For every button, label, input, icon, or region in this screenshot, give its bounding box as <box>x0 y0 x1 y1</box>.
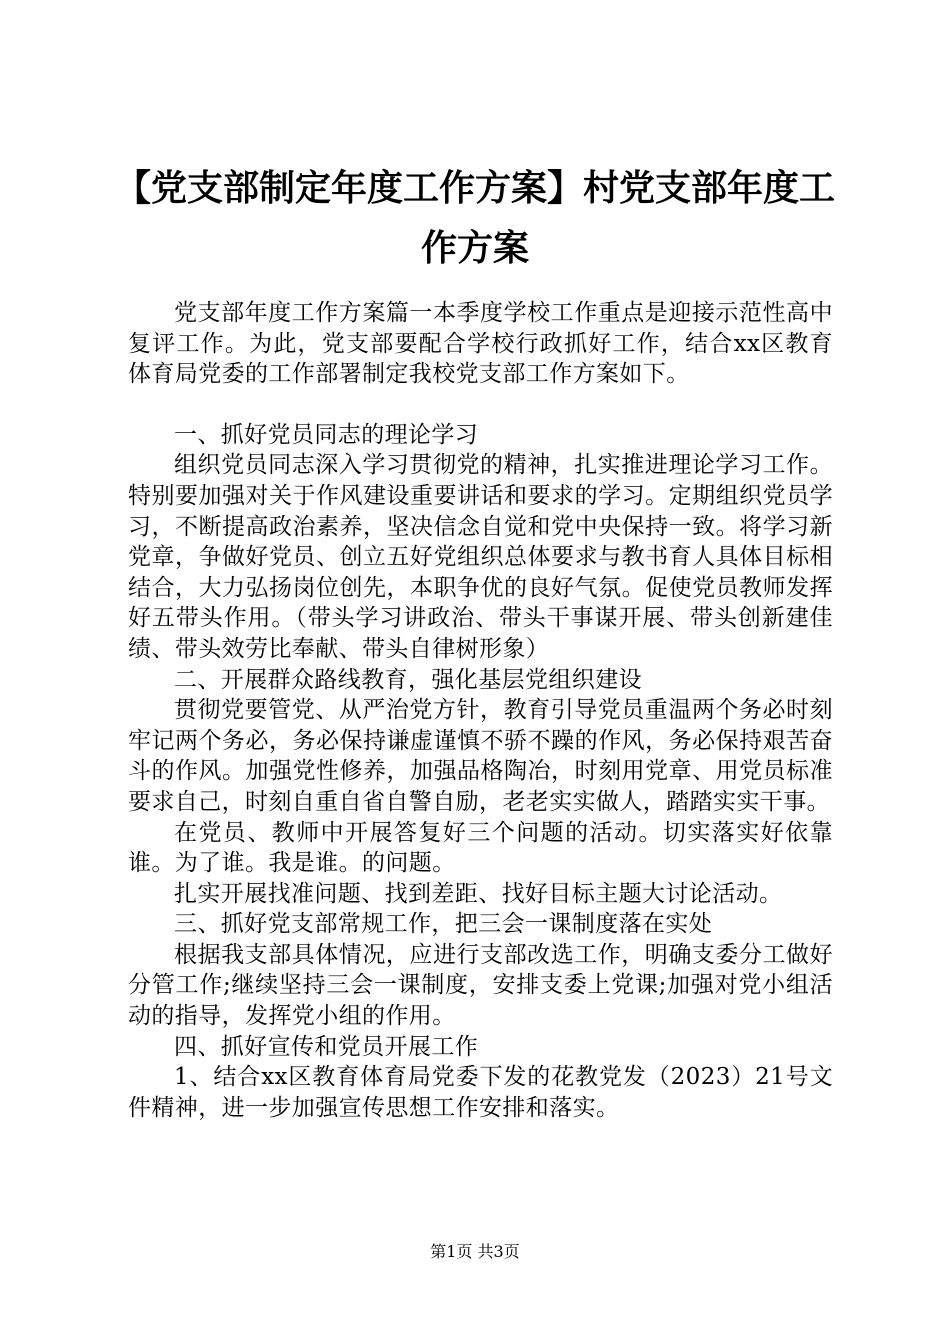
body-paragraph: 组织党员同志深入学习贯彻党的精神，扎实推进理论学习工作。特别要加强对关于作风建设重要讲话和要求的学习。定期组织党员学习，不断提高政治素养，坚决信念自觉和党中央保持一致。将学习新党章，争做好党员、创立五好党组织总体要求与教书育人具体目标相结合，大力弘扬岗位创先，本职争优的良好气氛。促使党员教师发挥好五带头作用。（带头学习讲政治、带头干事谋开展、带头创新建佳绩、带头效劳比奉献、带头自律树形象） <box>128 452 833 662</box>
body-paragraph: 根据我支部具体情况，应进行支部改选工作，明确支委分工做好分管工作;继续坚持三会一课制度，安排支委上党课;加强对党小组活动的指导，发挥党小组的作用。 <box>128 941 833 1030</box>
intro-paragraph: 党支部年度工作方案篇一本季度学校工作重点是迎接示范性高中复评工作。为此，党支部要配合学校行政抓好工作，结合xx区教育体育局党委的工作部署制定我校党支部工作方案如下。 <box>128 300 833 388</box>
body-paragraph: 1、结合xx区教育体育局党委下发的花教党发（2023）21号文件精神，进一步加强宣传思想工作安排和落实。 <box>128 1064 833 1121</box>
body-paragraph: 在党员、教师中开展答复好三个问题的活动。切实落实好依靠谁。为了谁。我是谁。的问题。 <box>128 819 833 877</box>
section-heading-1: 一、抓好党员同志的理论学习 <box>174 421 479 448</box>
body-paragraph: 扎实开展找准问题、找到差距、找好目标主题大讨论活动。 <box>174 880 783 907</box>
section-heading-4: 四、抓好宣传和党员开展工作 <box>174 1033 479 1060</box>
document-body <box>128 298 833 1123</box>
page-number-footer: 第1页 共3页 <box>430 1242 520 1261</box>
section-heading-3: 三、抓好党支部常规工作，把三会一课制度落在实处 <box>174 911 713 938</box>
section-heading-2: 二、开展群众路线教育，强化基层党组织建设 <box>174 666 642 693</box>
document-title: 【党支部制定年度工作方案】村党支部年度工作方案 <box>114 167 835 269</box>
body-paragraph: 贯彻党要管党、从严治党方针，教育引导党员重温两个务必时刻牢记两个务必，务必保持谦虚谨慎不骄不躁的作风，务必保持艰苦奋斗的作风。加强党性修养，加强品格陶冶，时刻用党章、用党员标准要求自己，时刻自重自省自警自励，老老实实做人，踏踏实实干事。 <box>128 697 833 815</box>
